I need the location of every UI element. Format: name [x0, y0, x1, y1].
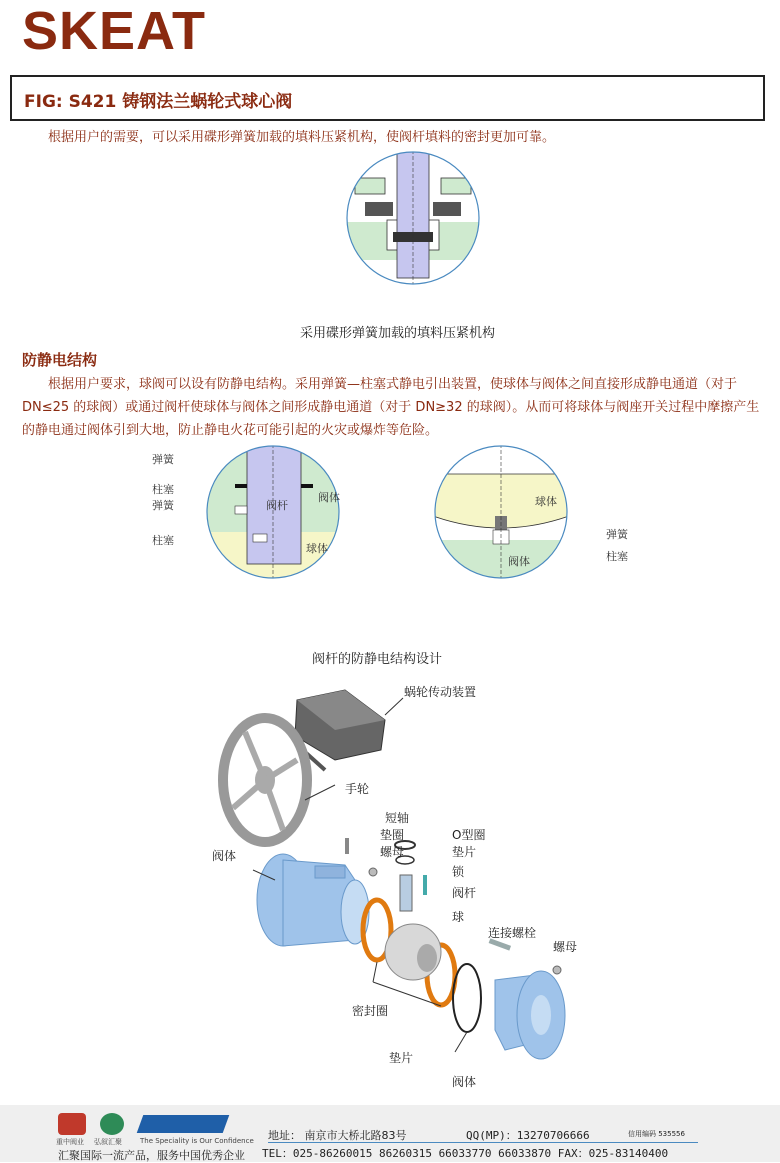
part-body-left: 阀体 [212, 849, 237, 863]
logo-3-text: The Speciality is Our Confidence [140, 1137, 254, 1145]
label-spring-1: 弹簧 [152, 453, 174, 466]
figure-title-box [10, 75, 765, 121]
right-antistatic-diagram [433, 444, 569, 580]
part-nut-top: 螺母 [380, 845, 405, 859]
part-gasket-top: 垫片 [452, 845, 477, 859]
exploded-valve-illustration [205, 680, 605, 1090]
logo-3 [137, 1115, 230, 1133]
label-ball-right: 球体 [535, 495, 557, 508]
footer-address: 地址： 南京市大桥北路83号 [268, 1129, 407, 1142]
part-ball: 球 [452, 910, 465, 924]
packing-caption: 采用碟形弹簧加载的填料压紧机构 [300, 326, 496, 341]
label-body: 阀体 [318, 491, 340, 504]
label-ball: 球体 [306, 542, 328, 555]
packing-mechanism-diagram [345, 150, 481, 286]
footer-qq: QQ(MP)：13270706666 [466, 1129, 590, 1142]
intro-text: 根据用户的需要，可以采用碟形弹簧加载的填料压紧机构，使阀杆填料的密封更加可靠。 [48, 130, 556, 145]
logo-1 [58, 1113, 86, 1135]
stem-caption: 阀杆的防静电结构设计 [312, 652, 443, 667]
part-gasket-bottom: 垫片 [389, 1051, 414, 1065]
part-stem: 阀杆 [452, 886, 477, 900]
figure-title: FIG: S421 铸钢法兰蜗轮式球心阀 [24, 92, 293, 112]
part-oring: O型圈 [452, 828, 486, 842]
part-short-shaft: 短轴 [385, 811, 410, 825]
logo-1-text: 重中阀业 [56, 1138, 84, 1146]
label-plunger-2: 柱塞 [152, 534, 174, 547]
footer-slogan: 汇聚国际一流产品，服务中国优秀企业 [58, 1149, 245, 1162]
label-body-right: 阀体 [508, 555, 530, 568]
part-handwheel: 手轮 [345, 782, 370, 796]
brand-logo: SKEAT [22, 1, 207, 61]
part-gear: 蜗轮传动装置 [404, 685, 477, 699]
label-plunger-1: 柱塞 [152, 483, 174, 496]
footer-tel: TEL：025-86260015 86260315 66033770 66033870 FAX：025-83140400 [262, 1147, 669, 1160]
part-seal: 密封圈 [352, 1004, 389, 1018]
part-bolt: 连接螺栓 [488, 926, 537, 940]
part-nut-right: 螺母 [553, 940, 578, 954]
part-lock: 锁 [452, 865, 465, 879]
label-stem: 阀杆 [266, 499, 288, 512]
part-body-bottom: 阀体 [452, 1075, 477, 1089]
label-spring-right: 弹簧 [606, 528, 628, 541]
label-plunger-right: 柱塞 [606, 550, 628, 563]
part-washer: 垫圈 [380, 828, 405, 842]
logo-2-text: 弘叙汇聚 [94, 1138, 122, 1146]
section-paragraph: 根据用户要求，球阀可以设有防静电结构。采用弹簧—柱塞式静电引出装置，使球体与阀体之间直接形成静电通道（对于 DN≤25 的球阀）或通过阀杆使球体与阀体之间形成静电通道（对于 DN≥32 的球阀）。从而可将球体与阀座开关过程中摩擦产生的静电通过阀体引到大地，防止静电火花可能引起的火灾或爆炸等危险。 [22, 377, 760, 438]
footer-credit: 信用编码 535556 [628, 1130, 685, 1138]
footer-divider [268, 1142, 698, 1143]
logo-2 [100, 1113, 124, 1135]
label-spring-2: 弹簧 [152, 499, 174, 512]
footer [0, 1105, 780, 1162]
section-title: 防静电结构 [22, 351, 98, 369]
